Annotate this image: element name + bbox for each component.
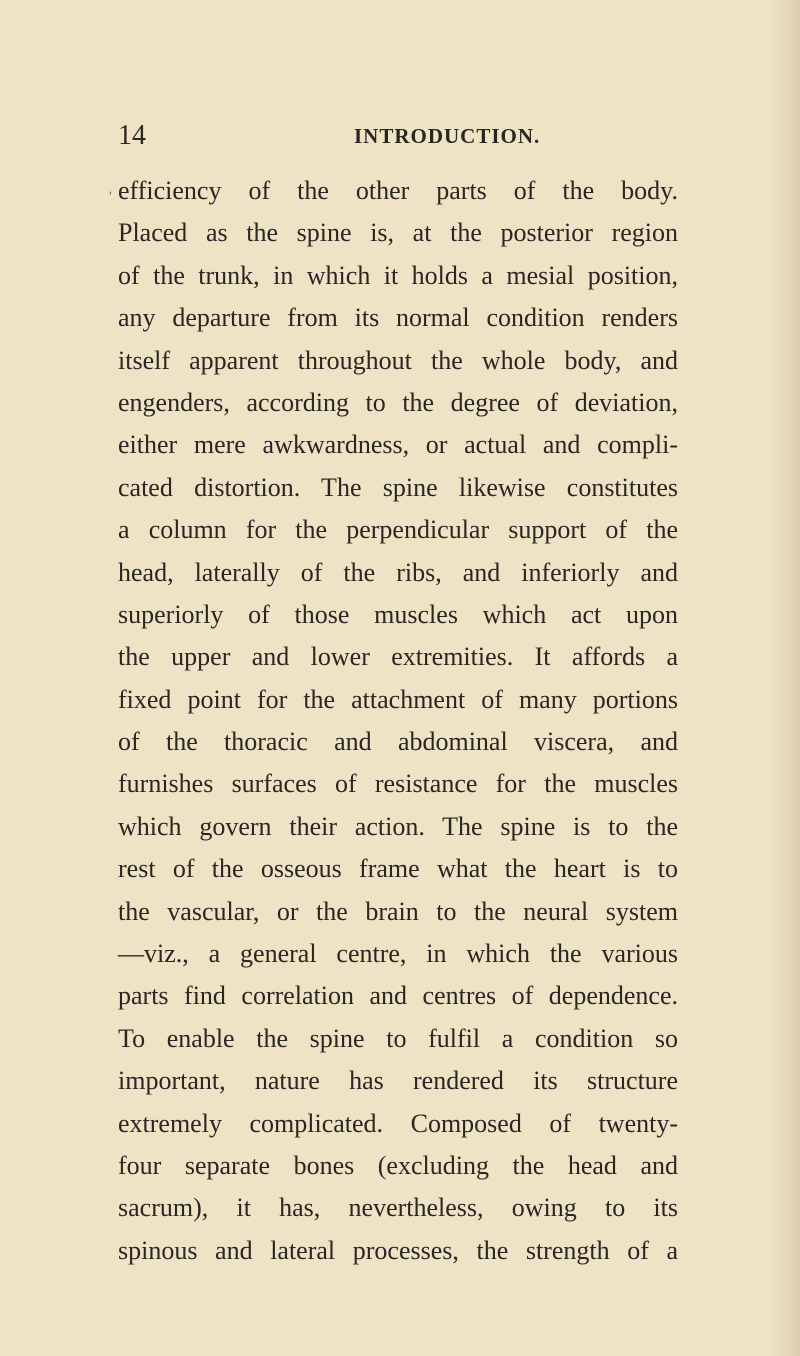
text-line: furnishes surfaces of resistance for the muscles	[118, 769, 678, 799]
text-line: the upper and lower extremities. It affords a	[118, 642, 678, 672]
text-line: of the thoracic and abdominal viscera, and	[118, 727, 678, 757]
text-line: four separate bones (excluding the head and	[118, 1150, 678, 1180]
body-text	[118, 170, 678, 1272]
text-line: extremely complicated. Composed of twenty-	[118, 1108, 678, 1138]
text-line: Placed as the spine is, at the posterior region	[118, 218, 678, 248]
text-line: —viz., a general centre, in which the various	[118, 939, 678, 969]
page-number: 14	[118, 120, 146, 151]
text-line: of the trunk, in which it holds a mesial position,	[118, 260, 678, 290]
text-line: itself apparent throughout the whole body, and	[118, 345, 678, 375]
text-line: important, nature has rendered its structure	[118, 1066, 678, 1096]
section-title: INTRODUCTION.	[354, 124, 541, 148]
text-line: rest of the osseous frame what the heart is to	[118, 854, 678, 884]
running-head	[118, 120, 678, 156]
text-line: superiorly of those muscles which act upon	[118, 599, 678, 629]
text-line: engenders, according to the degree of deviation,	[118, 387, 678, 417]
text-line: parts find correlation and centres of dependence.	[118, 981, 678, 1011]
margin-mark: ʹ	[109, 190, 113, 205]
text-line: To enable the spine to fulfil a condition so	[118, 1023, 678, 1053]
text-line: a column for the perpendicular support of the	[118, 515, 678, 545]
text-line: either mere awkwardness, or actual and compli-	[118, 430, 678, 460]
text-line: which govern their action. The spine is to the	[118, 811, 678, 841]
text-line: spinous and lateral processes, the strength of a	[118, 1235, 678, 1265]
text-line: fixed point for the attachment of many portions	[118, 684, 678, 714]
text-line: the vascular, or the brain to the neural system	[118, 896, 678, 926]
text-line: head, laterally of the ribs, and inferiorly and	[118, 557, 678, 587]
text-line: any departure from its normal condition renders	[118, 303, 678, 333]
text-line: sacrum), it has, nevertheless, owing to its	[118, 1193, 678, 1223]
text-line: cated distortion. The spine likewise constitutes	[118, 472, 678, 502]
text-line: efficiency of the other parts of the body.	[118, 176, 678, 205]
